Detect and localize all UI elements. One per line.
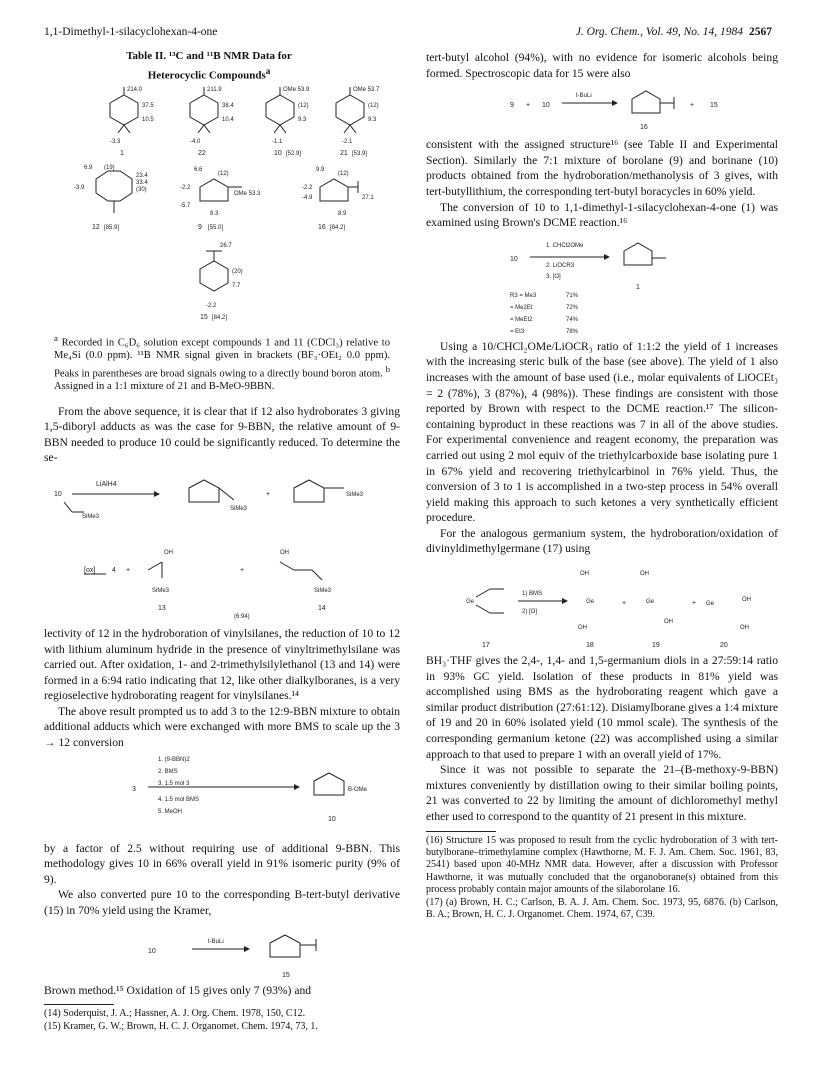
boron-shift-10: [52.9] (286, 150, 302, 157)
scheme6-ge-19: Ge (646, 599, 655, 606)
shift-15-c: 7.7 (232, 282, 241, 289)
shift-10-a: OMe 53.9 (283, 86, 310, 93)
shift-9-b: (12) (218, 170, 229, 177)
scheme6-oh-19b: OH (664, 619, 673, 626)
table-footnotes: $^a$ Recorded in C₆D₆ solution except compounds 1 and 11 (CDCl₃) relative to Me₄Si (0.0 ppm). ¹¹B NMR signal given in brackets (BF₃·OEt₂ 0.0 ppm). Peaks in parentheses are broad signals owing to a directly bound boron atom. $^b$ Assigned in a 1:1 mixture of 21 and B-MeO-9BBN. (54, 332, 390, 393)
scheme6-ge-18: Ge (586, 599, 595, 606)
boron-shift-9: [55.0] (208, 224, 224, 231)
scheme6-ge-20: Ge (706, 601, 715, 608)
structure-12 (74, 165, 148, 231)
shift-1-b: 37.5 (142, 102, 154, 109)
scheme4-plus-1: + (526, 102, 531, 110)
scheme1-ox: [ox] (84, 566, 96, 574)
scheme1-sub3: SiMe3 (346, 491, 364, 498)
footnote-14: (14) Soderquist, J. A.; Hassner, A. J. Org. Chem. 1978, 150, C12. (44, 1008, 306, 1020)
shift-15-a: 26.7 (220, 242, 232, 249)
svg-text:+: + (266, 490, 271, 498)
shift-9-e: -5.7 (180, 202, 191, 209)
shift-15-b: (20) (232, 268, 243, 275)
shift-21-a: OMe 53.7 (353, 86, 380, 93)
scheme4-b: 10 (542, 102, 550, 110)
compound-label-1: 1 (120, 149, 124, 157)
scheme1-oh-13: OH (164, 549, 173, 556)
shift-22-a: 211.9 (207, 86, 222, 93)
right-paragraph-1: tert-butyl alcohol (94%), with no evidence for isomeric alcohols being formed. Spectroscopic data for 15 were also (426, 51, 778, 80)
scheme6-oh-18a: OH (580, 571, 589, 578)
table-caption (44, 50, 334, 83)
scheme-dcme (426, 231, 778, 339)
shift-1-c: 10.5 (142, 116, 154, 123)
scheme6-oh-20b: OH (740, 625, 749, 632)
shift-16-d: 27.1 (362, 194, 374, 201)
scheme1-reagent: LiAlH4 (96, 480, 117, 488)
shift-22-d: -4.0 (190, 138, 201, 145)
shift-21-d: -2.1 (342, 138, 353, 145)
structure-15 (200, 243, 243, 321)
scheme5-yield-3: 78% (566, 328, 579, 335)
right-paragraph-6: BH₃·THF gives the 2,4-, 1,4- and 1,5-germanium diols in a 27:59:14 ratio in 93% GC yield. Isolation of these products in 81% yield was accomplished using BMS as the hydroborating reagent which gave a similar product distribution (27:61:12). Disiamylborane gives a 1:4 mixture of 19 and 20 in 60% isolated yield (10 mmol scale). The synthesis of the corresponding germanium ketone (22) was accomplished using a similar approach to that used to prepare 1 with an overall yield of 17%. (426, 654, 778, 761)
left-paragraph-5: We also converted pure 10 to the corresponding B-tert-butyl derivative (15) in 70% yield using the Kramer, (44, 888, 400, 918)
scheme-reduction (44, 466, 400, 626)
scheme5-yield-0: 71% (566, 292, 579, 299)
scheme2-step4: 4. 1.5 mol BMS (158, 796, 200, 803)
structure-16 (302, 167, 374, 231)
shift-22-b: 38.4 (222, 102, 234, 109)
scheme1-oh-14: OH (280, 549, 289, 556)
shift-10-c: 9.3 (298, 116, 307, 123)
scheme5-start: 10 (510, 255, 518, 263)
boron-shift-15: [84.2] (212, 314, 228, 321)
shift-12-e: (30) (136, 186, 147, 193)
scheme1-sub2: SiMe3 (230, 505, 248, 512)
scheme4-c: 15 (710, 102, 718, 110)
right-column (426, 50, 778, 921)
scheme6-oh-20a: OH (742, 597, 751, 604)
scheme1-start: 10 (54, 490, 62, 498)
scheme4-plus-2: + (690, 102, 695, 110)
running-title: 1,1-Dimethyl-1-silacyclohexan-4-one (44, 26, 218, 38)
scheme2-product: 10 (328, 815, 336, 823)
scheme5-step2: 2. LiOCR3 (546, 262, 575, 269)
compound-label-12: 12 (92, 223, 100, 231)
scheme2-step2: 2. BMS (158, 768, 178, 775)
scheme1-ratio: (6:94) (234, 613, 250, 620)
left-paragraph-3: The above result prompted us to add 3 to the 12:9-BBN mixture to obtain additional adducts which were exchanged with more BMS to scale up the 3 → 12 conversion (44, 704, 400, 750)
compound-label-22: 22 (198, 149, 206, 157)
scheme6-label-19: 19 (652, 642, 660, 650)
shift-10-d: -1.1 (272, 138, 283, 145)
scheme5-product: 1 (636, 283, 640, 291)
structure-1 (110, 87, 154, 157)
scheme6-ge-17: Ge (466, 599, 475, 606)
left-paragraph-6: Brown method.¹⁵ Oxidation of 15 gives only 7 (93%) and (44, 983, 312, 997)
shift-15-d: -2.2 (206, 302, 217, 309)
scheme3-reagent: t-BuLi (208, 938, 224, 945)
scheme6-oh-19a: OH (640, 571, 649, 578)
footnote-17: (17) (a) Brown, H. C.; Carlson, B. A. J. Am. Chem. Soc. 1973, 95, 6876. (b) Carlson, B. A.; Brown, H. C. J. Organomet. Chem. 1974, 67, C39. (426, 896, 778, 921)
shift-16-f: 8.9 (338, 210, 347, 217)
scheme-bms-exchange (44, 751, 400, 841)
shift-16-c: -2.2 (302, 184, 313, 191)
shift-12-f: -3.9 (74, 184, 85, 191)
shift-16-e: -4.9 (302, 194, 313, 201)
journal-citation: J. Org. Chem., Vol. 49, No. 14, 1984 (575, 26, 743, 38)
right-paragraph-4: Using a 10/CHCl₂OMe/LiOCR₃ ratio of 1:1:2 the yield of 1 increases with the increasing steric bulk of the base (see above). The yield of 1 also increases with the amount of base used (i.e., molar equivalents of LiOCEt₃ = 2 (78%), 3 (87%), 4 (98%)). These findings are consistent with those reported by Brown with respect to the DCME reaction.¹⁷ The silicon-containing byproduct in these reactions was 7 in all of the above studies. For experimental convenience and reagent economy, the preparation was carried out using 2 mol equiv of the triethylcarboxide base isolating pure 1 in 67% yield and recovering triethylcarbinol in 76% yield. Thus, the conversion of 3 to 1 is accomplished in a two-step process in 54% overall yield making this approach to such ketones a very synthetically efficient procedure. (426, 339, 778, 525)
compound-label-16: 16 (318, 223, 326, 231)
structure-10 (266, 87, 310, 157)
structure-22 (190, 87, 234, 157)
boron-shift-21: [53.9] (352, 150, 368, 157)
scheme4-a: 9 (510, 102, 514, 110)
scheme6-label-20: 20 (720, 642, 728, 650)
scheme2-step1: 1. (9-BBN)2 (158, 756, 190, 763)
scheme1-sub1: SiMe3 (82, 513, 100, 520)
structure-21 (336, 87, 380, 157)
shift-1-d: -3.3 (110, 138, 121, 145)
shift-9-c: -2.2 (180, 184, 191, 191)
table-footnote-a: Recorded in C₆D₆ solution except compounds 1 and 11 (CDCl₃) relative to Me₄Si (0.0 ppm). ¹¹B NMR signal given in brackets (BF₃·OEt₂ 0.0 ppm). Peaks in parentheses are broad signals owing to a directly bound boron atom. (54, 337, 390, 380)
scheme1-sime3-13: SiMe3 (152, 587, 170, 594)
shift-9-d: OMe 53.3 (234, 190, 261, 197)
left-paragraph-4: by a factor of 2.5 without requiring use of additional 9-BBN. This methodology gives 10 in 66% overall yield in 91% isomeric purity (9% of 9). (44, 841, 400, 886)
shift-10-b: (12) (298, 102, 309, 109)
shift-9-a: 6.6 (194, 166, 203, 173)
scheme-germanium (426, 557, 778, 653)
right-paragraph-3: The conversion of 10 to 1,1-dimethyl-1-silacyclohexan-4-one (1) was examined using Brown's DCME reaction.¹⁶ (426, 200, 778, 230)
footnote-15: (15) Kramer, G. W.; Brown, H. C. J. Organomet. Chem. 1974, 73, 1. (44, 1020, 318, 1032)
scheme1-label-14: 14 (318, 604, 326, 612)
compound-label-15: 15 (200, 313, 208, 321)
scheme3-start: 10 (148, 947, 156, 955)
page-number: 2567 (749, 26, 772, 38)
table-footnote-b: Assigned in a 1:1 mixture of 21 and B-MeO-9BBN. (54, 381, 275, 393)
table-caption-line1: Table II. ¹³C and ¹¹B NMR Data for (126, 50, 292, 62)
scheme5-base-3: = Et3 (510, 328, 525, 335)
scheme2-step3: 3. 1.5 mol 3 (158, 780, 190, 787)
shift-12-b: (19) (104, 164, 115, 171)
svg-text:+: + (622, 600, 627, 608)
scheme5-yield-2: 74% (566, 316, 579, 323)
compound-label-21: 21 (340, 149, 348, 157)
scheme6-label-18: 18 (586, 642, 594, 650)
scheme2-start: 3 (132, 785, 136, 793)
boron-shift-16: [84.2] (330, 224, 346, 231)
scheme6-oh-18b: OH (578, 625, 587, 632)
structure-9 (180, 167, 261, 231)
shift-21-b: (12) (368, 102, 379, 109)
svg-text:+: + (240, 566, 245, 574)
compound-label-9: 9 (198, 223, 202, 231)
svg-text:+: + (692, 600, 697, 608)
scheme1-label-13: 13 (158, 604, 166, 612)
scheme-boracycles (426, 81, 778, 137)
table-caption-line2: Heterocyclic Compounds (147, 69, 266, 82)
left-paragraph-2: lectivity of 12 in the hydroboration of vinylsilanes, the reduction of 10 to 12 with lithium aluminum hydride in the presence of vinyltrimethylsilane was carried out. After oxidation, 1- and 2-trimethylsilylethanol (13 and 14) were formed in a 6:94 ratio indicating that 12, like other dialkylboranes, is a very regioselective hydroborating reagent for vinylsilanes.¹⁴ (44, 626, 400, 703)
shift-21-c: 9.3 (368, 116, 377, 123)
compound-label-10: 10 (274, 149, 282, 157)
footnote-16: (16) Structure 15 was proposed to result from the cyclic hydroboration of 3 with tert-butylborane–trimethylamine complex (Hawthorne, M. F. J. Am. Chem. Soc. 1961, 83, 2541) based upon 40-MHz NMR data. However, after a discussion with Professor Hawthorne, it was mutually concluded that the organoborane(s) obtained from this process probably contain major amounts of the silaborolane 16. (426, 834, 778, 896)
table-caption-sup: a (265, 66, 271, 76)
journal-header (576, 26, 772, 38)
scheme2-product-label: B-OMe (348, 786, 368, 793)
shift-1-a: 214.0 (127, 86, 143, 93)
scheme1-n4: 4 (112, 566, 116, 574)
scheme-tbuli (44, 919, 400, 983)
scheme5-step3: 3. [O] (546, 273, 561, 280)
scheme6-label-17: 17 (482, 642, 490, 650)
shift-12-a: 6.9 (84, 164, 93, 171)
scheme1-sime3-14: SiMe3 (314, 587, 332, 594)
nmr-table-structures (44, 85, 400, 330)
scheme4-reagent: t-BuLi (576, 93, 592, 100)
right-paragraph-2: consistent with the assigned structure¹⁶ (see Table II and Experimental Section). Similarly the 7:1 mixture of borolane (9) and borinane (10) products obtained from the hydroboration/methanolysis of 3 gives, with tert-butyllithium, the corresponding tert-butyl boracycles in 60% yield. (426, 138, 778, 198)
shift-16-a: 9.9 (316, 166, 325, 173)
scheme5-step1: 1. CHCl2OMe (546, 242, 584, 249)
scheme4-product: 16 (640, 124, 648, 132)
scheme5-base-2: = MeEt2 (510, 316, 533, 323)
scheme5-base-1: = Me2Et (510, 304, 533, 311)
left-column (44, 50, 400, 1033)
svg-text:+: + (126, 566, 131, 574)
scheme5-base-0: R3 = Me3 (510, 292, 537, 299)
shift-12-d: 33.4 (136, 179, 148, 186)
shift-16-b: (12) (338, 170, 349, 177)
right-paragraph-7: Since it was not possible to separate the 21–(B-methoxy-9-BBN) mixtures conveniently by distillation owing to their similar boiling points, 21 was converted to 22 by limiting the amount of dichloromethyl methyl ether used to correspond to the quantity of 21 present in this mixture. (426, 763, 778, 823)
scheme2-step5: 5. MeOH (158, 808, 183, 815)
right-paragraph-5: For the analogous germanium system, the hydroboration/oxidation of divinyldimethylgermane (17) using (426, 526, 778, 556)
scheme6-step2: 2) [O] (522, 609, 538, 616)
boron-shift-12: [85.9] (104, 224, 120, 231)
scheme3-product: 15 (282, 971, 290, 979)
scheme6-step1: 1) BMS (522, 591, 543, 598)
left-paragraph-1: From the above sequence, it is clear that if 12 also hydroborates 3 giving 1,5-diboryl adducts as was the case for 9-BBN, the relative amount of 9-BBN needed to produce 10 could be significantly reduced. To determine the se- (44, 404, 400, 465)
shift-12-c: 23.4 (136, 172, 148, 179)
shift-22-c: 10.4 (222, 116, 234, 123)
shift-9-f: 8.3 (210, 210, 219, 217)
scheme5-yield-1: 72% (566, 304, 579, 311)
